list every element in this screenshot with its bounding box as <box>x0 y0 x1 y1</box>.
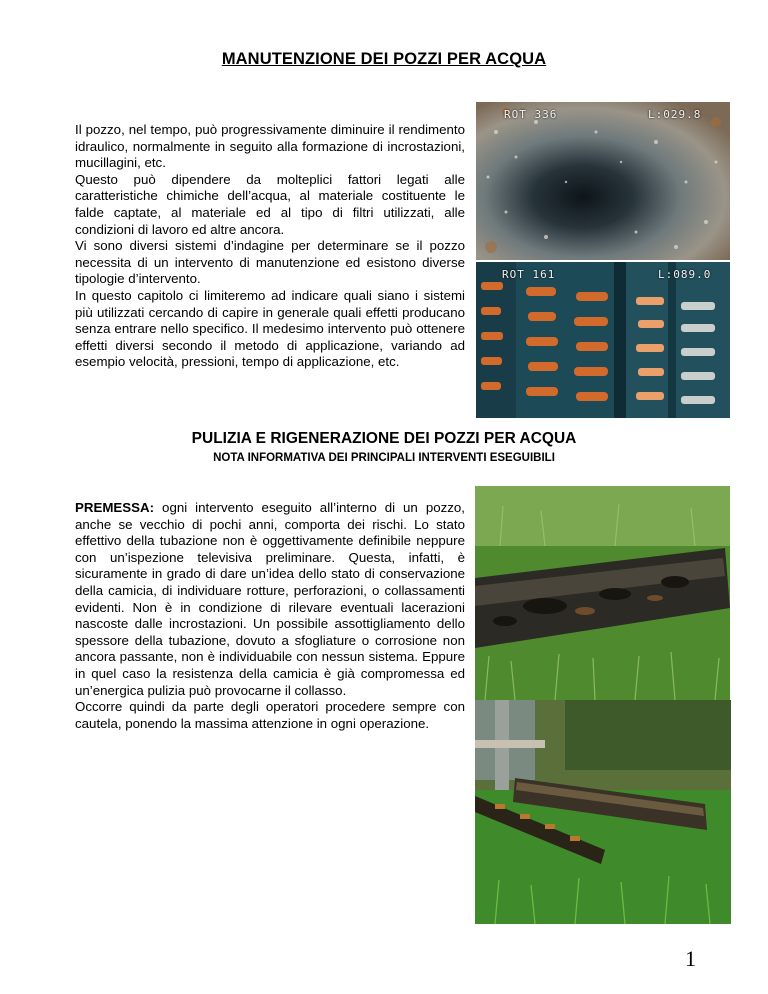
section-title: PULIZIA E RIGENERAZIONE DEI POZZI PER ACQUA <box>191 430 577 447</box>
page-title: MANUTENZIONE DEI POZZI PER ACQUA <box>221 50 547 68</box>
camera-rotation-readout: ROT 161 <box>502 268 556 281</box>
corroded-pipe-photo <box>475 486 730 700</box>
well-camera-photo-bottom <box>476 262 730 418</box>
page-number: 1 <box>685 946 696 971</box>
camera-rotation-readout: ROT 336 <box>504 108 558 121</box>
camera-depth-readout: L:089.0 <box>658 268 712 281</box>
premessa-label: PREMESSA: <box>75 500 155 515</box>
intro-paragraph: Il pozzo, nel tempo, può progressivamente diminuire il rendimento idraulico, normalmente in seguito alla formazione di incrostazioni, mucillagini, etc. <box>75 122 465 171</box>
intro-paragraph: Questo può dipendere da molteplici fattori legati alle caratteristiche chimiche dell’acqua, al materiale costituente le falde captate, al materiale ed al tipo di filtri utilizzati, alle condizioni di lavoro ed altre ancora. <box>75 171 465 237</box>
intro-paragraph: In questo capitolo ci limiteremo ad indicare quali siano i sistemi più utilizzati cercando di capire in generale quali effetti producano senza entrare nello specifico. Il medesimo intervento può ottenere effetti diversi secondo il metodo di applicazione, variando ad esempio velocità, pressioni, tempo di applicazione, etc. <box>75 287 465 370</box>
premessa-text <box>75 500 465 732</box>
premessa-closing: Occorre quindi da parte degli operatori procedere sempre con cautela, ponendo la massima attenzione in ogni operazione. <box>75 699 465 731</box>
extracted-pipes-photo <box>475 700 731 924</box>
camera-depth-readout: L:029.8 <box>648 108 702 121</box>
well-camera-photo-top <box>476 102 730 260</box>
intro-text <box>75 122 465 371</box>
intro-paragraph: Vi sono diversi sistemi d’indagine per determinare se il pozzo necessita di un intervento di manutenzione ed esistono diverse tipologie d’intervento. <box>75 238 465 287</box>
premessa-paragraph <box>75 500 465 699</box>
section-subtitle: NOTA INFORMATIVA DEI PRINCIPALI INTERVENTI ESEGUIBILI <box>213 452 555 464</box>
premessa-body: ogni intervento eseguito all’interno di un pozzo, anche se vecchio di pochi anni, comporta dei rischi. Lo stato effettivo della tubazione non è oggettivamente definibile neppure con un’ispezione televisiva preliminare. Questa, infatti, è sicuramente in grado di dare un’idea dello stato di conservazione della camicia, di individuare rotture, perforazioni, o collassamenti evidenti. Non è in condizione di rilevare eventuali lacerazioni nascoste dalle incrostazioni. Un possibile assottigliamento dello spessore della tubazione, dovuto a sfogliature o corrosione non ancora passante, non è individuabile con nessun sistema. Eppure in quel caso la resistenza della camicia è già compromessa ed un’energica pulizia può provocarne il collasso. <box>75 500 465 698</box>
